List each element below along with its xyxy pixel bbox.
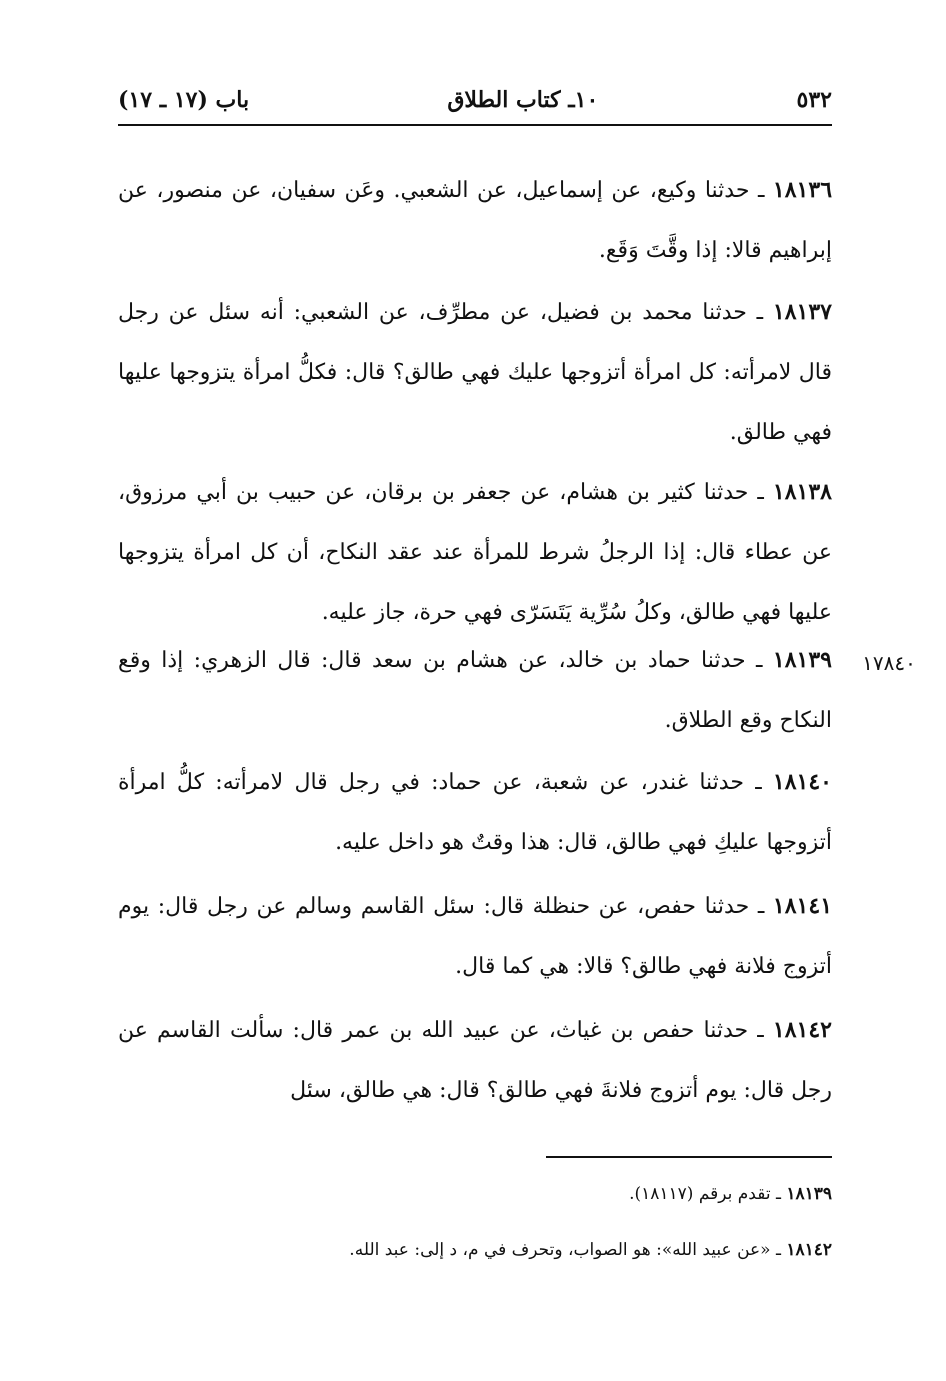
- hadith-text: ـ حدثنا حفص، عن حنظلة قال: سئل القاسم وسالم عن رجل قال: يوم أتزوج فلانة فهي طالق؟ قالا: هي كما قال.: [118, 894, 832, 979]
- header-rule: [118, 124, 832, 126]
- hadith-paragraph: [118, 752, 832, 873]
- hadith-paragraph: [118, 876, 832, 997]
- hadith-text: ـ حدثنا غندر، عن شعبة، عن حماد: في رجل قال لامرأته: كلُّ امرأة أتزوجها عليكِ فهي طالق، قال: هذا وقتٌ هو داخل عليه.: [118, 770, 832, 855]
- hadith-paragraph: [118, 282, 832, 463]
- hadith-text: ـ حدثنا حفص بن غياث، عن عبيد الله بن عمر قال: سألت القاسم عن رجل قال: يوم أتزوج فلانةَ فهي طالق؟ قال: هي طالق، سئل: [118, 1018, 832, 1103]
- hadith-text: ـ حدثنا وكيع، عن إسماعيل، عن الشعبي. وعَن سفيان، عن منصور، عن إبراهيم قالا: إذا وقَّتَ وَقَع.: [118, 178, 832, 263]
- hadith-number: ١٨١٣٧: [772, 299, 832, 325]
- hadith-text: ـ حدثنا كثير بن هشام، عن جعفر بن برقان، عن حبيب بن أبي مرزوق، عن عطاء قال: إذا الرجلُ شرط للمرأة عند عقد النكاح، أن كل امرأة يتزوجها عليها فهي طالق، وكلُ سُرِّية يَتَسَرّى فهي حرة، جاز عليه.: [118, 480, 832, 625]
- footnote-text: ـ تقدم برقم (١٨١١٧).: [629, 1184, 781, 1204]
- hadith-paragraph: [118, 1000, 832, 1121]
- margin-reference-number: ١٧٨٤٠: [862, 651, 916, 675]
- page-header: [118, 82, 832, 118]
- hadith-number: ١٨١٤٢: [772, 1017, 832, 1043]
- footnote-number: ١٨١٤٢: [786, 1240, 832, 1260]
- footnote: [118, 1174, 832, 1214]
- footnote: [118, 1230, 832, 1270]
- hadith-number: ١٨١٣٦: [772, 177, 833, 203]
- hadith-number: ١٨١٤١: [772, 893, 833, 919]
- book-title: ١٠ـ كتاب الطلاق: [447, 87, 599, 113]
- hadith-number: ١٨١٣٨: [772, 479, 832, 505]
- page-number: ٥٣٢: [796, 87, 832, 113]
- hadith-number: ١٨١٤٠: [772, 769, 832, 795]
- hadith-text: ـ حدثنا حماد بن خالد، عن هشام بن سعد قال: قال الزهري: إذا وقع النكاح وقع الطلاق.: [118, 648, 832, 733]
- hadith-paragraph: [118, 160, 832, 281]
- footnote-number: ١٨١٣٩: [786, 1184, 832, 1204]
- chapter-reference: باب (١٧ ـ ١٧): [118, 87, 250, 113]
- hadith-number: ١٨١٣٩: [772, 647, 832, 673]
- hadith-paragraph: [118, 630, 832, 751]
- footnote-rule: [546, 1156, 832, 1158]
- hadith-paragraph: [118, 462, 832, 643]
- footnote-text: ـ «عن عبيد الله»: هو الصواب، وتحرف في م، د إلى: عبد الله.: [349, 1240, 781, 1260]
- hadith-text: ـ حدثنا محمد بن فضيل، عن مطرِّف، عن الشعبي: أنه سئل عن رجل قال لامرأته: كل امرأة أتزوجها عليك فهي طالق؟ قال: فكلُّ امرأة يتزوجها عليها فهي طالق.: [118, 300, 832, 445]
